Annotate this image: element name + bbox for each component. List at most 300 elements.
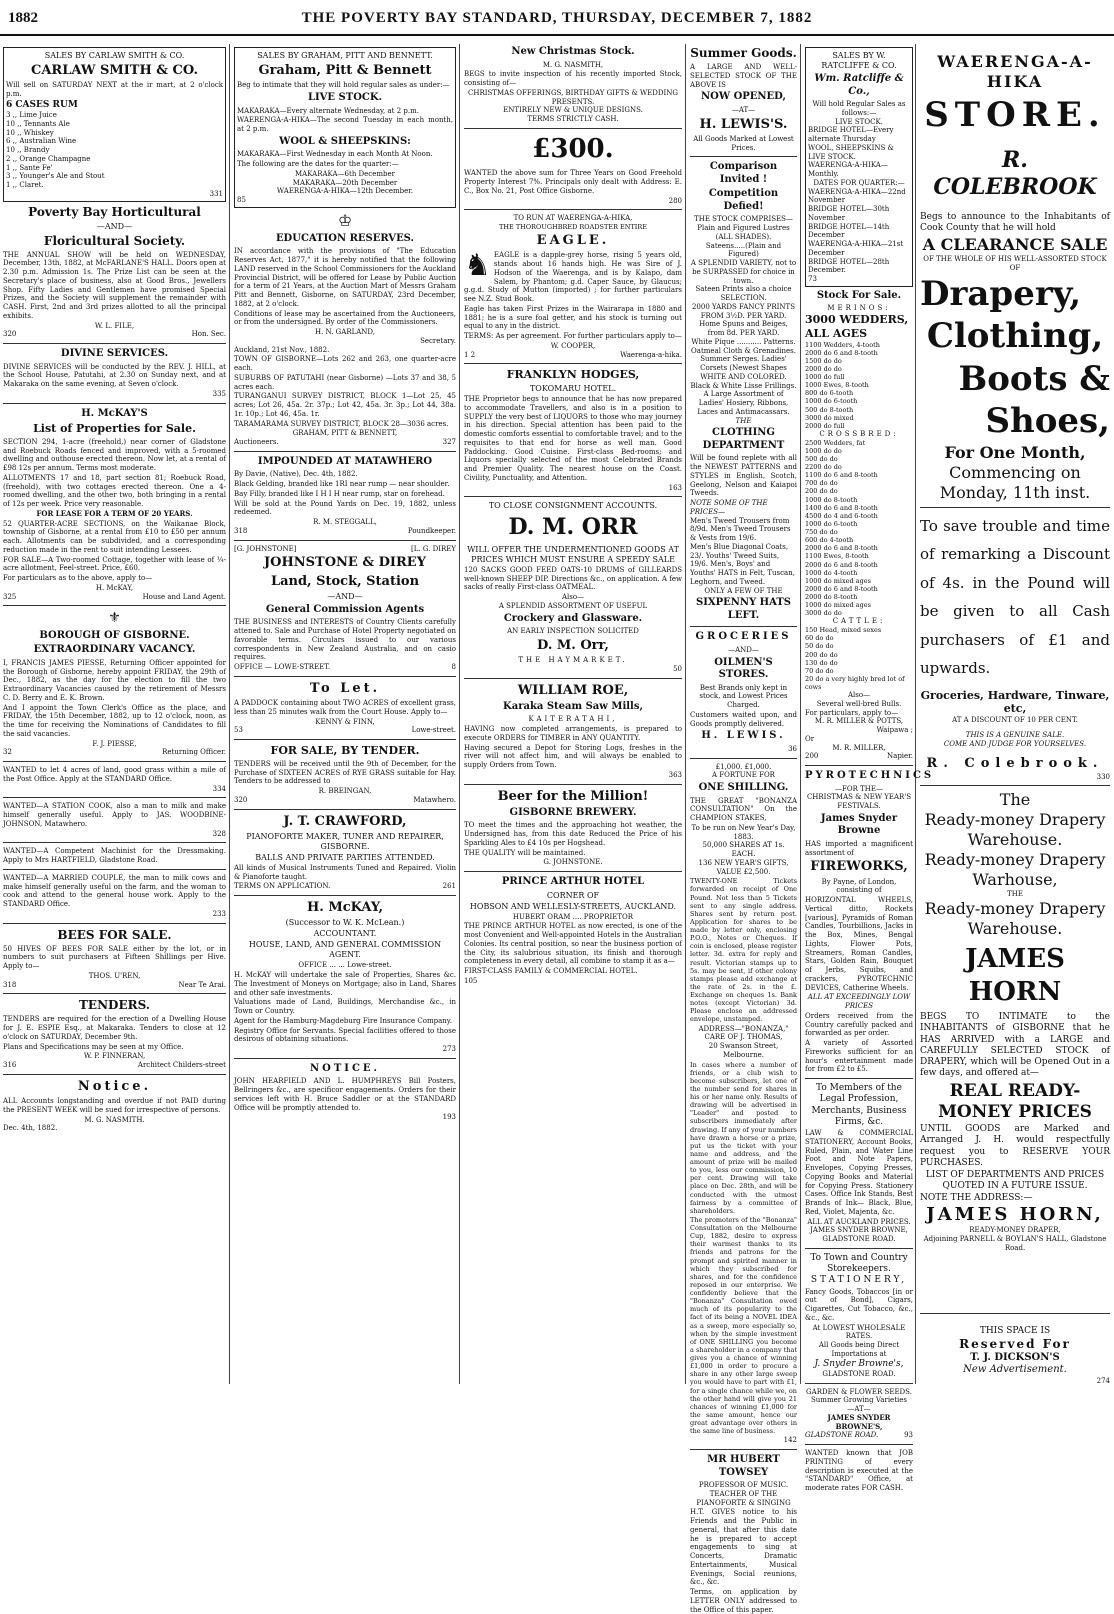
list-item: 70 do do [805,666,834,675]
ad-number: 363 [668,770,682,779]
ad-item: Drapery, [920,273,1082,314]
ad-body: A PADDOCK containing about TWO ACRES of excellent grass, less than 25 minutes walk from the Court House. Apply to— [234,699,456,716]
ad-subtitle: EXTRAORDINARY VACANCY. [33,644,196,656]
ad-body: THE PRINCE ARTHUR HOTEL as now erected, is one of the most Convenient and Well-appointed Hotels in the Australian Colonies. Its central position, so near the business portion of the City, its salubrious situation, its finish and thorough completeness in every detail, all combine to stamp it as a— [464,922,682,966]
ad-body: Black Gelding, branded like 1RI near rump — near shoulder. [234,480,450,488]
ad-body: NOTE THE ADDRESS:— [920,1192,1033,1203]
ad-body: ONLY A FEW OF THE [704,586,783,595]
ad-body: Ready-money Drapery Warehouse. [924,899,1106,938]
ad-body: TURANGANUI SURVEY DISTRICT, BLOCK 1—Lot 25, 45 acres; Lot 26, 45a. 2r. 37p.; Lot 42, 45a. 3r. 3p.; Lot 44, 38a. 1r. 10p.; Lot 46, 45a. 1r. [234,392,456,418]
ad-body: 136 NEW YEAR'S GIFTS, VALUE £2,500. [698,858,789,876]
ad-role: Lowe-street. [411,726,456,735]
list-item: 1000 do 4-tooth [805,568,858,577]
ad-body: ENTIRELY NEW & UNIQUE DESIGNS. [503,106,643,115]
ad-body: Plain and Figured Lustres (ALL SHADES). [697,224,790,241]
list-item: 50 do do [805,642,834,651]
ad-body: IN accordance with the provisions of "The Education Reserves Act, 1877," it is hereby notified that the following LAND reserved in the School Commissioners for the Auckland Provincial District, will be offered for Lease by Public Auction for a term of 21 Years, at the Auction Mart of Messrs Graham Pitt and Bennett, Gisborne, on SATURDAY, 23rd December, 1882, at 2 o'clock. [234,247,456,308]
ad-graham-pitt [234,47,456,208]
ad-body: To save trouble and time of remarking a Discount of 4s. in the Pound will be given to all Cash purchasers of £1 and upwards. [920,516,1110,677]
column-4-left [687,44,801,1614]
ad-subtitle: OILMEN'S STORES. [714,656,773,680]
ad-body: BEGS to invite inspection of his recently imported Stock, consisting of— [464,70,682,87]
ad-body: STATIONERY, [810,1275,908,1286]
list-item: 2000 do full [805,421,845,430]
ad-body: Home Spuns and Beiges, from 8d. PER YARD. [699,320,788,337]
ad-title: A FORTUNE FOR [712,771,775,780]
ad-number: 1 2 [464,350,476,359]
ad-body: All Goods Marked at Lowest Prices. [693,134,794,152]
ad-and: —AND— [327,591,363,601]
ad-body: TO meet the times and the approaching hot weather, the Undersigned has, from this date Reduced the Price of his Sparkling Ales to £4 10s per Hogshead. [464,821,682,847]
ad-title: PYROTECHNICS [805,770,935,782]
list-item: 750 do do [805,528,838,536]
list-item: 1500 do do [805,356,842,365]
ad-body: WILL OFFER THE UNDERMENTIONED GOODS AT PRICES WHICH MUST ENSURE A SPEEDY SALE [467,544,679,564]
ad-body: A SPLENDID VARIETY, not to be SURPASSED for choice in town. [690,259,797,285]
ad-number: 163 [668,483,682,492]
ad-location: Waipawa ; [876,726,913,735]
ad-office: OFFICE ... ... Lowe-street. [298,961,392,970]
ad-body: TENDERS will be received until the 9th of December, for the Purchase of SIXTEEN ACRES of RYE GRASS suitable for Hay. Tenders to be addressed to [234,759,456,786]
list-item: 1 ,, Sante Fe' [6,163,53,172]
ad-title: Notice. [77,1078,152,1094]
ad-subtitle: LIVE STOCK. [307,92,383,103]
ad-signature: GRAHAM, PITT & BENNETT, [292,429,398,438]
ad-body: WANTED known that JOB PRINTING of every description is executed at the "STANDARD" Office, at moderate rates FOR CASH. [805,1449,913,1493]
ad-body: 52 QUARTER-ACRE SECTIONS, on the Waikanae Block, township of Gisborne, at a rental from £10 to £50 per annum each. Allotments can be subdivided, and a corresponding reduction made in the rent to suit intending Lessees. [3,519,226,554]
ad-header: [L. G. DIREY [410,544,456,553]
ad-body: OF THE WHOLE OF HIS WELL-ASSORTED STOCK OF [923,255,1107,272]
ad-body: At LOWEST WHOLESALE RATES. [812,1323,906,1341]
ad-body: AT A DISCOUNT OF 10 PER CENT. [952,716,1078,724]
ad-title: H. McKAY, [307,900,383,915]
list-item: 6 CASES RUM [6,99,78,110]
ad-subtitle: FIREWORKS, [810,859,908,875]
ad-number: 331 [209,189,223,198]
ad-body: Fancy Goods, Tobaccos [in or out of Bond], Cigars, Cigarettes, Cut Tobacco, &c., &c., &c. [805,1287,913,1322]
ad-body: Plans and Specifications may be seen at my Office. [3,1042,184,1051]
ad-body: FOR LEASE FOR A TERM OF 20 YEARS. [36,508,193,518]
ad-body: Conditions of lease may be ascertained from the Auctioneers, or from the undersigned. By order of the Commissioners. [234,309,456,327]
ad-body: THIS IS A GENUINE SALE. [965,730,1065,739]
ad-signature: H. McKAY, [95,583,134,592]
ad-subtitle: Floricultural Society. [43,233,186,248]
ad-subtitle: WOOL & SHEEPSKINS: [279,135,411,147]
ad-signature: W. COOPER, [550,341,596,350]
merino-list [805,341,913,430]
ad-terms: TERMS ON APPLICATION. [234,882,331,891]
ad-title: FOR SALE, BY TENDER. [270,744,420,757]
ad-body: NOTE SOME OF THE PRICES— [690,499,768,516]
ad-number: 8 [451,663,456,671]
wanted-ad: WANTED to let 4 acres of land, good grass within a mile of the Post Office. Apply at the STANDARD Office. [3,766,226,783]
ad-body: Also— [561,593,585,602]
ad-number: 320 [234,795,248,804]
ad-body: THE GREAT "BONANZA CONSULTATION" On the CHAMPION STAKES, [690,796,797,822]
column-4-right [802,44,935,1493]
ad-title: NOTICE. [309,1062,381,1074]
ad-role: Poundkeeper. [407,526,456,535]
firm-name: R. COLEBROOK [933,146,1097,200]
ad-body: All Goods being Direct Importations at [818,1341,900,1358]
list-item: 600 do 4-tooth [805,536,854,545]
ad-number: 36 [788,744,797,753]
ad-title: IMPOUNDED AT MATAWHERO [257,455,433,467]
ad-body: UNTIL GOODS are Marked and Arranged J. H. would respectfully request you to RESERVE YOUR PURCHASES. [920,1124,1110,1168]
ad-title: EDUCATION RESERVES. [275,232,415,244]
ad-body: COME AND JUDGE FOR YOURSELVES. [943,739,1087,748]
ad-subtitle: WOOL, SHEEPSKINS & LIVE STOCK. [808,143,894,161]
ad-subtitle: PIANOFORTE MAKER, TUNER AND REPAIRER, GISBORNE. [246,831,444,851]
ad-number: 142 [783,1436,797,1445]
ad-subtitle: STORE. [924,95,1106,135]
ad-signature: THOS. U'REN, [88,971,141,980]
ad-body: THE BUSINESS and INTERESTS of Country Clients carefully attened to. Sale and Purchase of Hotel Property negotiated on favorable terms. Circulars issued to our various correspondents in New Zealand Australia, and on casio requires. [234,618,456,662]
ad-body: To be run on New Year's Day, 1883. [691,823,796,841]
ad-title: New Christmas Stock. [511,46,635,57]
ad-subtitle: (Successor to W. K. McLean.) [285,918,405,928]
ad-role: Returning Officer. [162,748,226,757]
list-item: 2500 Wedders, fat [805,438,866,447]
ad-body: For particulars, apply to— [805,708,899,717]
ad-number: 273 [442,1045,456,1053]
list-item: 1 ,, Claret. [6,181,44,189]
ad-number: 316 [3,1061,17,1069]
ad-header: [G. JOHNSTONE] [234,544,297,553]
list-item: 1000 do full [805,373,845,381]
ad-title: MR HUBERT TOWSEY [707,1454,780,1478]
ad-signature: W. L. FILE, [94,321,135,330]
list-item: 3 ,, Younger's Ale and Stout [6,172,105,181]
ad-body: Registry Office for Servants. Special facilities offered to those desirous of obtaining situations. [234,1026,456,1044]
ad-body: Summer Growing Varieties [811,1396,907,1405]
firm-name: CARLAW SMITH & CO. [31,63,198,78]
ad-body: THIS SPACE IS [979,1325,1051,1336]
ad-body: TERMS: As per agreement. For further particulars apply to— [464,332,682,341]
ad-title: WAERENGA-A-HIKA [937,52,1093,91]
ad-signature: R. Colebrook. [926,756,1104,772]
ad-date: WAERENGA-A-HIKA—21st December [808,240,904,257]
ad-signature: R. BREINGAN, [318,787,372,795]
ad-body: SIXPENNY HATS LEFT. [695,597,792,621]
list-item: 2000 do 6 and 8-tooth [805,544,878,553]
ad-subtitle: ONE SHILLING. [698,782,789,793]
list-item: 1000 do 6-tooth [805,397,858,406]
page-number: 1882 [8,10,38,26]
list-item: 2000 do 6 and 8-tooth [805,584,878,593]
ad-and: —AND— [728,645,759,654]
firm-name: JOHNSTONE & DIREY [264,555,426,571]
ad-number: 85 [237,196,246,204]
ad-intro: Beg to intimate that they will hold regular sales as under:— [237,81,450,90]
ad-body: TENDERS are required for the erection of a Dwelling House for J. E. ESPIE Esq., at Makaraka. Tenders to close at 12 o'clock on SATURDAY, December 9th. [3,1015,226,1041]
list-item: 1000 do 6-tooth [805,519,858,528]
list-item: 500 do 8-tooth [805,405,854,414]
ad-item: Clothing, [926,316,1104,356]
ad-number: 280 [668,196,682,205]
ad-body: TEACHER OF THE PIANOFORTE & SINGING [696,1489,791,1507]
ad-body: WANTED the above sum for Three Years on Good Freehold Property Interest 7%. Principals only dealt with Address: E. C., Box No. 21, Post Office Gisborne. [464,169,682,195]
ad-body: H.T. GIVES notice to his Friends and the Public in general, that after this date he is prepared to accept engagements to sing at Concerts, Dramatic Entertainments, Musical Evenings, Social reunions, &c., &c. [690,1508,797,1587]
ad-body: Eagle has taken First Prizes in the Wairarapa in 1880 and 1881; he is a sure foal getter, and his stock is turning out equal to any in the district. [464,304,682,331]
ad-body: NOW OPENED, [701,91,786,103]
ad-header: THE [735,416,752,425]
ad-body: For One Month, [944,442,1086,462]
ad-subtitle: HOBSON AND WELLESLY-STREETS, AUCKLAND. [469,901,677,911]
ad-body: The following are the dates for the quarter:— [237,160,399,168]
ad-body: The promoters of the "Bonanza" Consultation on the Melbourne Cup, 1882, desire to express their warmest thanks to its friends and patrons for the prompt and spirited manner in which they subscribed for shares, and for the confidence reposed in our enterprise. We confidently believe that the "Bonanza" Consultation owed much of its popularity to the fact of its being a NOVEL IDEA as a sweep, more especially so, when by the simple investment of ONE SHILLING you become a shareholder in a company that gives you a chance of winning £1,000 in order to procure a share in any other large sweep you would have to part with £1, for a single chance while we, on the other hand will give you 21 chances of winning £1,000 for the same amount, hence our great advantage over others in the same line of business. [690,1215,797,1436]
ad-header: SALES BY CARLAW SMITH & CO. [44,51,185,60]
firm-name: M. G. NASMITH, [542,60,604,69]
firm-name: D. M. Orr, [537,637,609,653]
ad-body: —AT— [731,105,756,114]
ad-subtitle: Karaka Steam Saw Mills, [503,700,643,712]
ad-body: FOR SALE—A Two-roomed Cottage, together with lease of ¼-acre allotment, Feel-street. Price, £60. [3,555,226,573]
ad-body: WAERENGA-A-HIKA—Monthly. [808,161,888,178]
ad-body: DIVINE SERVICES will be conducted by the REV. J. HILL, at the School House, Patutahi, at 2.30 on Sunday next, and at Makaraka on the same evening, at Seven o'clock. [3,362,226,388]
ad-title: Beer for the Million! [497,788,649,804]
masthead [0,0,1114,40]
ad-subtitle: Competition Defied! [708,188,779,212]
list-item: 130 do do [805,658,838,667]
ad-body: THE QUALITY will be maintained. [464,848,586,857]
ad-body: FIRST-CLASS FAMILY & COMMERCIAL HOTEL. [464,967,638,976]
ad-date: BRIDGE HOTEL—30th November [808,205,890,222]
ad-number: 328 [212,829,226,838]
borough-seal: ⚜ [108,610,121,627]
ad-body: And I appoint the Town Clerk's Office as the place, and FRIDAY, the 15th December, 1882, up to 12 o'clock, noon, as the time for receiving the Nominations of Candidates to fill the said vacancies. [3,703,226,738]
ad-body: CHRISTMAS OFFERINGS, BIRTHDAY GIFTS & WEDDING PRESENTS. [468,88,678,106]
ad-date: BRIDGE HOTEL—14th December [808,222,890,240]
ad-date: Dec. 4th, 1882. [3,1124,58,1133]
ad-body: Begs to announce to the Inhabitants of Cook County that he will hold [920,211,1110,233]
cattle-list [805,626,913,691]
ad-ratcliffe [805,47,913,287]
ad-subtitle: HOUSE, LAND, AND GENERAL COMMISSION AGENT. [248,940,442,960]
firm-name: JAMES HORN [965,944,1065,1007]
ad-number: 200 [805,752,819,761]
ad-signature: G. JOHNSTONE. [543,858,603,867]
ad-date: WAERENGA-A-HIKA—22nd November [808,187,906,205]
ad-body: Customers waited upon, and Goods promptly delivered. [690,710,797,728]
ad-subtitle: List of Properties for Sale. [33,422,196,435]
ad-body: HAS imported a magnificent assortment of [805,839,913,857]
ad-number: 318 [3,980,17,989]
ad-signature: KENNY & FINN, [315,717,375,726]
ad-body: Agent for the Hamburg-Magdeburg Fire Insurance Company. [234,1016,452,1025]
ad-body: DATES FOR QUARTER:— [813,178,905,187]
ad-body: WAERENGA-A-HIKA—The second Tuesday in each month, at 2 p.m. [237,116,453,133]
list-item: 60 do do [805,634,834,643]
ad-body: TWENTY-ONE Tickets forwarded on receipt of One Pound. Not less than 5 Tickets sent to any single address. Shares sent by return post. Application for shares to be made by letter only, enclosing P.O.O., Notes or Cheques. If coin is enclosed, please register letter. 3d. extra for reply and result. Victorian stamps up to 5s. may be sent, if other colony stamps please add exchange at the rate of 2s. in the £. Exchange on cheques 1s. Bank notes (except Victorian) 3d. Please enclose an addressed envelope, unstamped. [690,877,797,1024]
list-item: 200 do do [805,487,838,496]
ad-body: BEGS TO INTIMATE to the INHABITANTS of GISBORNE that he HAS ARRIVED with a LARGE and CAREFULLY SELECTED STOCK of DRAPERY, which will be Opened Out in a few days, and offered at— [920,1012,1110,1079]
ad-date: Auckland, 21st Nov., 1882. [234,345,330,354]
ad-body: Groceries, Hardware, Tinware, etc, [920,688,1110,716]
ad-header: The [999,790,1031,810]
ad-date: BRIDGE HOTEL—28th December. [808,257,890,275]
ad-signature: M. R. MILLER, [832,743,886,752]
ad-subtitle: MERINOS: [827,304,891,313]
ad-signature: JAMES HORN, [926,1203,1104,1225]
ad-signature: M. G. NASMITH. [84,1115,145,1124]
crest-icon: ♔ [337,210,353,230]
ad-title: BEES FOR SALE. [57,927,172,942]
ad-body: Sateens.....(Plain and Figured) [705,241,782,259]
list-item: 3 ,, Lime Juice [6,111,57,119]
ad-body: H. McKAY will undertake the sale of Properties, Shares &c. The Investment of Moneys on Mortgage; also in Land, Shares and other safe investments. [234,971,456,997]
ad-body: Having secured a Depot for Storing Logs, freshes in the river will not affect him, and will always be enabled to supply Orders from Town. [464,743,682,770]
ad-title: To Town and Country Storekeepers. [810,1252,908,1275]
ad-body: Ready-money Drapery Warhouse, [924,850,1106,890]
ad-address: THE HAYMARKET. [518,656,628,665]
ad-number: 320 [3,330,17,339]
ad-body: Will be sold at the Pound Yards on Dec. 19, 1882, unless redeemed. [234,499,456,517]
wanted-ad: WANTED—A STATION COOK, also a man to milk and make himself generally useful. Apply to JAS. WOODBINE-JOHNSON, Matawhero. [3,802,226,828]
ad-body: Men's Tweed Trousers from 8/9d. Men's Tweed Trousers & Vests from 19/6. [690,516,791,542]
ad-title: £300. [532,133,614,164]
ad-number: 325 [3,592,17,601]
ad-body: Best Brands only kept in stock, and Lowest Prices Charged. [699,683,788,709]
list-item: 800 do 6-tooth [805,389,854,398]
list-item: 6 ,, Australian Wine [6,137,77,146]
ad-body: 2000 YARDS FANCY PRINTS FROM 3½D. PER YARD. [691,302,796,320]
firm-name: J. Snyder Browne's, [814,1358,904,1369]
ad-body: By Davie, (Native), Dec. 4th, 1882. [234,470,358,479]
ad-body: TERMS STRICTLY CASH. [527,115,619,123]
ad-body: THE ANNUAL SHOW will be held on WEDNESDAY, December, 13th, 1882, at McFARLANE'S HALL. Doors open at 2.30 p.m. Admission 1s. The Prize List can be seen at the Secretary's place of business, also at Good Bros., Jewellers Shop. Fifty Ladies and Gentlemen have promised Special Prizes, and the Society will supplement the remainder with CASH. First, 2nd and 3rd prizes allotted to all the principal exhibits. [3,250,226,320]
ad-subtitle: —FOR THE— [835,784,883,793]
list-item: 500 do do [805,454,838,463]
ad-title: TENDERS. [79,998,150,1013]
list-item: 1400 do 6 and 8-tooth [805,503,878,512]
ad-body: 50 HIVES OF BEES FOR SALE either by the lot, or in numbers to suit purchasers at Fifteen Shillings per Hive. Apply to— [3,944,226,970]
list-item: 1000 do 8-tooth [805,495,858,504]
ad-location: Napier. [887,752,913,761]
ad-signature: H. N. GARLAND, [314,328,376,336]
ad-location: KAITERATAHI, [528,715,618,724]
newspaper-title: THE POVERTY BAY STANDARD, THURSDAY, DECEMBER 7, 1882 [301,10,813,26]
ad-body: A LARGE AND WELL-SELECTED STOCK OF THE ABOVE IS [690,63,797,89]
ad-body: EAGLE is a dapple-grey horse, rising 5 years old, stands about 16 hands high. He was Sire of J. Hodson of the Waerenga, and is by Kalapo, dam Salem, by Phantom; g.d. Caper Sauce, by Glaucus; g.g.d. Study of Mutton (imported) ; for further particulars see N.Z. Stud Book. [464,251,682,304]
firm-name: JAMES SNYDER BROWNE'S, [827,1412,891,1431]
list-item: 1100 Wedders, 4-tooth [805,340,880,349]
ad-subtitle: 3000 WEDDERS, ALL AGES [805,313,909,340]
ad-signature: M. R. MILLER & POTTS, [814,717,904,726]
ad-subtitle: CATTLE: [832,617,886,626]
ad-title: To Members of the Legal Profession, Merchants, Business Firms, &c. [811,1083,907,1127]
wanted-ad: WANTED—A Competent Machinist for the Dressmaking. Apply to Mrs HARTFIELD, Gladstone Road. [3,847,226,864]
ad-number: 261 [442,882,456,891]
ad-body: SECTION 294, 1-acre (freehold,) near corner of Gladstone and Roebuck Roads fenced and improved, with a 5-roomed dwelling and outhouse erected thereon. Now let, at a rental of £98 12s per annum. Terms most moderate. [3,437,226,472]
ad-body: Men's Blue Diagonal Coats, 23/. Youths' Tweed Suits, 19/6. Men's, Boys' and Youths' HATS in Felt, Tuscan, Leghorn, and Tweed. [690,542,795,586]
firm-name: Wm. Ratcliffe & Co., [814,73,904,97]
ad-body: SUBURBS OF PATUTAHI (near Gisborne) —Lots 37 and 38, 5 acres each. [234,373,456,391]
list-item: 150 Head, mixed sexes [805,626,882,635]
ad-body: MAKARAKA—Every alternate Wednesday, at 2 p.m. [237,106,419,115]
ad-body: In cases where a number of friends, or a club wish to become subscribers, let one of the number send for shares in his or her name only. Results of drawing will be advertised in "Leader" and posted to subscribers immediately after drawing. If any of your numbers have drawn a horse or a prize, put us the ticket with your name and address, and the amount of prize will be mailed to you, less our commission, 10 per cent. Drawing will take place on Dec. 28th, and will be conducted with the utmost fairness by a committee of shareholders. [690,1060,797,1215]
ad-role: Hon. Sec. [191,330,226,339]
ad-number: 53 [234,726,243,735]
ad-role: Auctioneers. [234,438,279,446]
ad-body: Also— [847,691,871,700]
ad-role: Waerenga-a-hika. [620,350,682,359]
ad-title: Comparison Invited ! [709,161,778,185]
ad-body: Crockery and Glassware. [503,612,643,624]
list-item: 700 do do [805,479,838,488]
ad-header: £1,000. £1,000. [715,762,772,771]
ad-body: TARAMARAMA SURVEY DISTRICT, BLOCK 28—3036 acres. [234,419,449,428]
ad-intro: Will sell on SATURDAY NEXT at the ir mart, at 2 o'clock p.m. [6,81,223,98]
ad-subtitle: TOKOMARU HOTEL. [529,384,617,394]
ad-body: TOWN OF GISBORNE—Lots 262 and 263, one quarter-acre each. [234,355,456,372]
list-item: 1100 Ewes, 8-tooth [805,552,869,561]
ad-body: Ready-money Drapery Warehouse. [924,810,1106,850]
ad-number: 105 [464,976,478,985]
ad-title: DIVINE SERVICES. [60,348,169,359]
ad-title: GARDEN & FLOWER SEEDS. [806,1387,912,1396]
ad-body: Valuations made of Land, Buildings, Merchandise &c., in Town or Country. [234,998,456,1015]
ad-number: 274 [1096,1376,1110,1385]
list-item: 10 ,, Brandy [6,146,50,154]
list-item: 1100 do 6 and 8-tooth [805,471,878,480]
column-2 [231,44,460,1384]
ad-body: Orders received from the Country carefully packed and forwarded as per order. [805,1011,913,1038]
ad-body: A SPLENDID ASSORTMENT OF USEFUL [498,601,648,610]
ad-body: 120 SACKS GOOD FEED OATS-10 DRUMS of GILLEARDS well-known SHEEP DIP. Directions &c., on application. A few sacks of really First-class OATMEAL. [464,565,682,592]
ad-title: Stock For Sale. [816,289,902,301]
ad-body: BRIDGE HOTEL—Every alternate Thursday [808,126,894,143]
column-4 [687,44,935,1614]
ad-title: To Let. [309,680,381,696]
horse-icon: ♞ [464,248,491,284]
ad-title: Poverty Bay Horticultural [28,204,201,219]
ad-body: THE Proprietor begs to announce that he has now prepared to accommodate Travellers, and also is in a position to SUPPLY the very best of LIQUORS to those who may journey in his direction. Special attention has been paid to the domestic comforts essential to comfortable travel; and to the requisites to that end for horse as well man. Good Paddocking. Good Cuisine. First-class Bed-rooms; and Liquors specially selected of the most Celebrated Brands and Premier Quality. The nearest house on the Coast. Civility, Punctuality, and Attention. [464,395,682,482]
ad-number: 334 [212,784,226,793]
ad-title: H. McKAY'S [81,407,148,419]
ad-body: 50,000 SHARES AT 1s. EACH. [702,841,785,858]
list-item: 1000 do mixed ages [805,576,871,585]
column-1 [0,44,230,1384]
ad-role: House and Land Agent. [142,592,226,601]
ad-body: HAVING now completed arrangements, is prepared to execute ORDERS for TIMBER in ANY QUANTITY. [464,725,682,742]
ad-intro: Will hold Regular Sales as follows:— [812,100,906,117]
ad-body: ALL Accounts longstanding and overdue if not PAID during the PRESENT WEEK will be sued for irrespective of persons. [3,1097,226,1114]
ad-signature: R. M. STEGGALL, [313,518,377,526]
ad-address: ADDRESS—"BONANZA," CARE OF J. THOMAS, [698,1024,789,1042]
ad-body: Terms, on application by LETTER ONLY addressed to the Office of this paper. [690,1588,797,1614]
ad-address: Adjoining PARNELL & BOYLAN'S HALL, Gladstone Road. [923,1235,1107,1252]
firm-name: James Snyder Browne [820,812,898,837]
ad-subtitle: General Commission Agents [265,603,425,615]
item-list [6,100,223,190]
ad-body: For particulars as to the above, apply to— [3,574,153,582]
ad-header: TO CLOSE CONSIGNMENT ACCOUNTS. [488,501,658,511]
ad-number: 32 [3,748,12,757]
ad-number: 73 [808,275,817,283]
ad-signature: W. P. FINNERAN, [83,1052,146,1061]
list-item: 3000 do do [805,609,842,618]
ad-subtitle: CHRISTMAS & NEW YEAR'S FESTIVALS. [806,793,912,811]
ad-address: 20 Swanson Street, Melbourne. [708,1042,779,1059]
list-item: 2000 do 6 and 8-tooth [805,348,878,357]
ad-body: By Payne, of London, consisting of [821,877,897,895]
ad-role: READY-MONEY DRAPER, [969,1226,1061,1235]
wanted-ad: WANTED—A MARRIED COUPLE, the man to milk cows and make himself generally useful on the farm, and the woman to cook and attend to the general house work. Apply to the STANDARD Office. [3,873,226,908]
ad-proprietor: HUBERT ORAM .... PROPRIETOR [512,912,634,921]
ad-title: PRINCE ARTHUR HOTEL [501,876,645,888]
ad-title: D. M. ORR [508,514,638,541]
